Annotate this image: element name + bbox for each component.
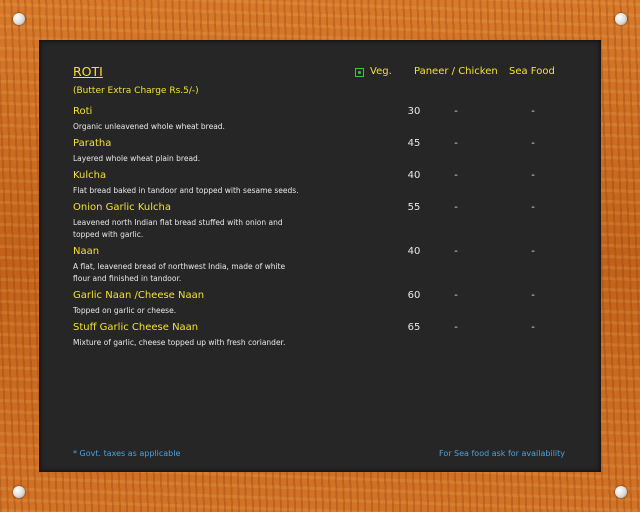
item-description: Flat bread baked in tandoor and topped with sesame seeds.	[73, 186, 299, 195]
item-name: Onion Garlic Kulcha	[73, 202, 171, 213]
price-paneer-chicken: -	[454, 322, 458, 333]
price-sea-food: -	[531, 202, 535, 213]
taxes-note: * Govt. taxes as applicable	[73, 449, 181, 458]
item-name: Paratha	[73, 138, 112, 149]
price-paneer-chicken: -	[454, 290, 458, 301]
item-name: Stuff Garlic Cheese Naan	[73, 322, 199, 333]
price-veg: 55	[407, 202, 421, 213]
screw-bottom-left-icon	[13, 486, 25, 498]
header-veg: Veg.	[370, 66, 392, 77]
item-description: A flat, leavened bread of northwest India, made of white flour and finished in tandoor.	[73, 262, 286, 283]
screw-top-right-icon	[615, 13, 627, 25]
price-sea-food: -	[531, 106, 535, 117]
header-paneer-chicken: Paneer / Chicken	[414, 66, 498, 77]
section-subtitle: (Butter Extra Charge Rs.5/-)	[73, 86, 199, 96]
price-paneer-chicken: -	[454, 202, 458, 213]
price-veg: 60	[407, 290, 421, 301]
price-sea-food: -	[531, 170, 535, 181]
price-paneer-chicken: -	[454, 138, 458, 149]
price-paneer-chicken: -	[454, 170, 458, 181]
veg-symbol-icon	[355, 68, 364, 77]
price-sea-food: -	[531, 322, 535, 333]
price-veg: 40	[407, 170, 421, 181]
price-sea-food: -	[531, 246, 535, 257]
item-description: Leavened north Indian flat bread stuffed with onion and topped with garlic.	[73, 218, 283, 239]
menu-board	[39, 40, 601, 472]
item-description: Layered whole wheat plain bread.	[73, 154, 201, 163]
price-veg: 40	[407, 246, 421, 257]
price-paneer-chicken: -	[454, 106, 458, 117]
header-sea-food: Sea Food	[509, 66, 555, 77]
item-name: Roti	[73, 106, 93, 117]
screw-top-left-icon	[13, 13, 25, 25]
price-veg: 45	[407, 138, 421, 149]
price-sea-food: -	[531, 290, 535, 301]
sea-food-availability-note: For Sea food ask for availability	[439, 449, 566, 458]
item-description: Mixture of garlic, cheese topped up with fresh coriander.	[73, 338, 286, 347]
screw-bottom-right-icon	[615, 486, 627, 498]
price-paneer-chicken: -	[454, 246, 458, 257]
item-name: Kulcha	[73, 170, 107, 181]
item-name: Garlic Naan /Cheese Naan	[73, 290, 205, 301]
price-veg: 30	[407, 106, 421, 117]
price-sea-food: -	[531, 138, 535, 149]
section-title: ROTI	[73, 64, 103, 79]
item-name: Naan	[73, 246, 100, 257]
price-veg: 65	[407, 322, 421, 333]
item-description: Topped on garlic or cheese.	[73, 306, 177, 315]
item-description: Organic unleavened whole wheat bread.	[73, 122, 225, 131]
